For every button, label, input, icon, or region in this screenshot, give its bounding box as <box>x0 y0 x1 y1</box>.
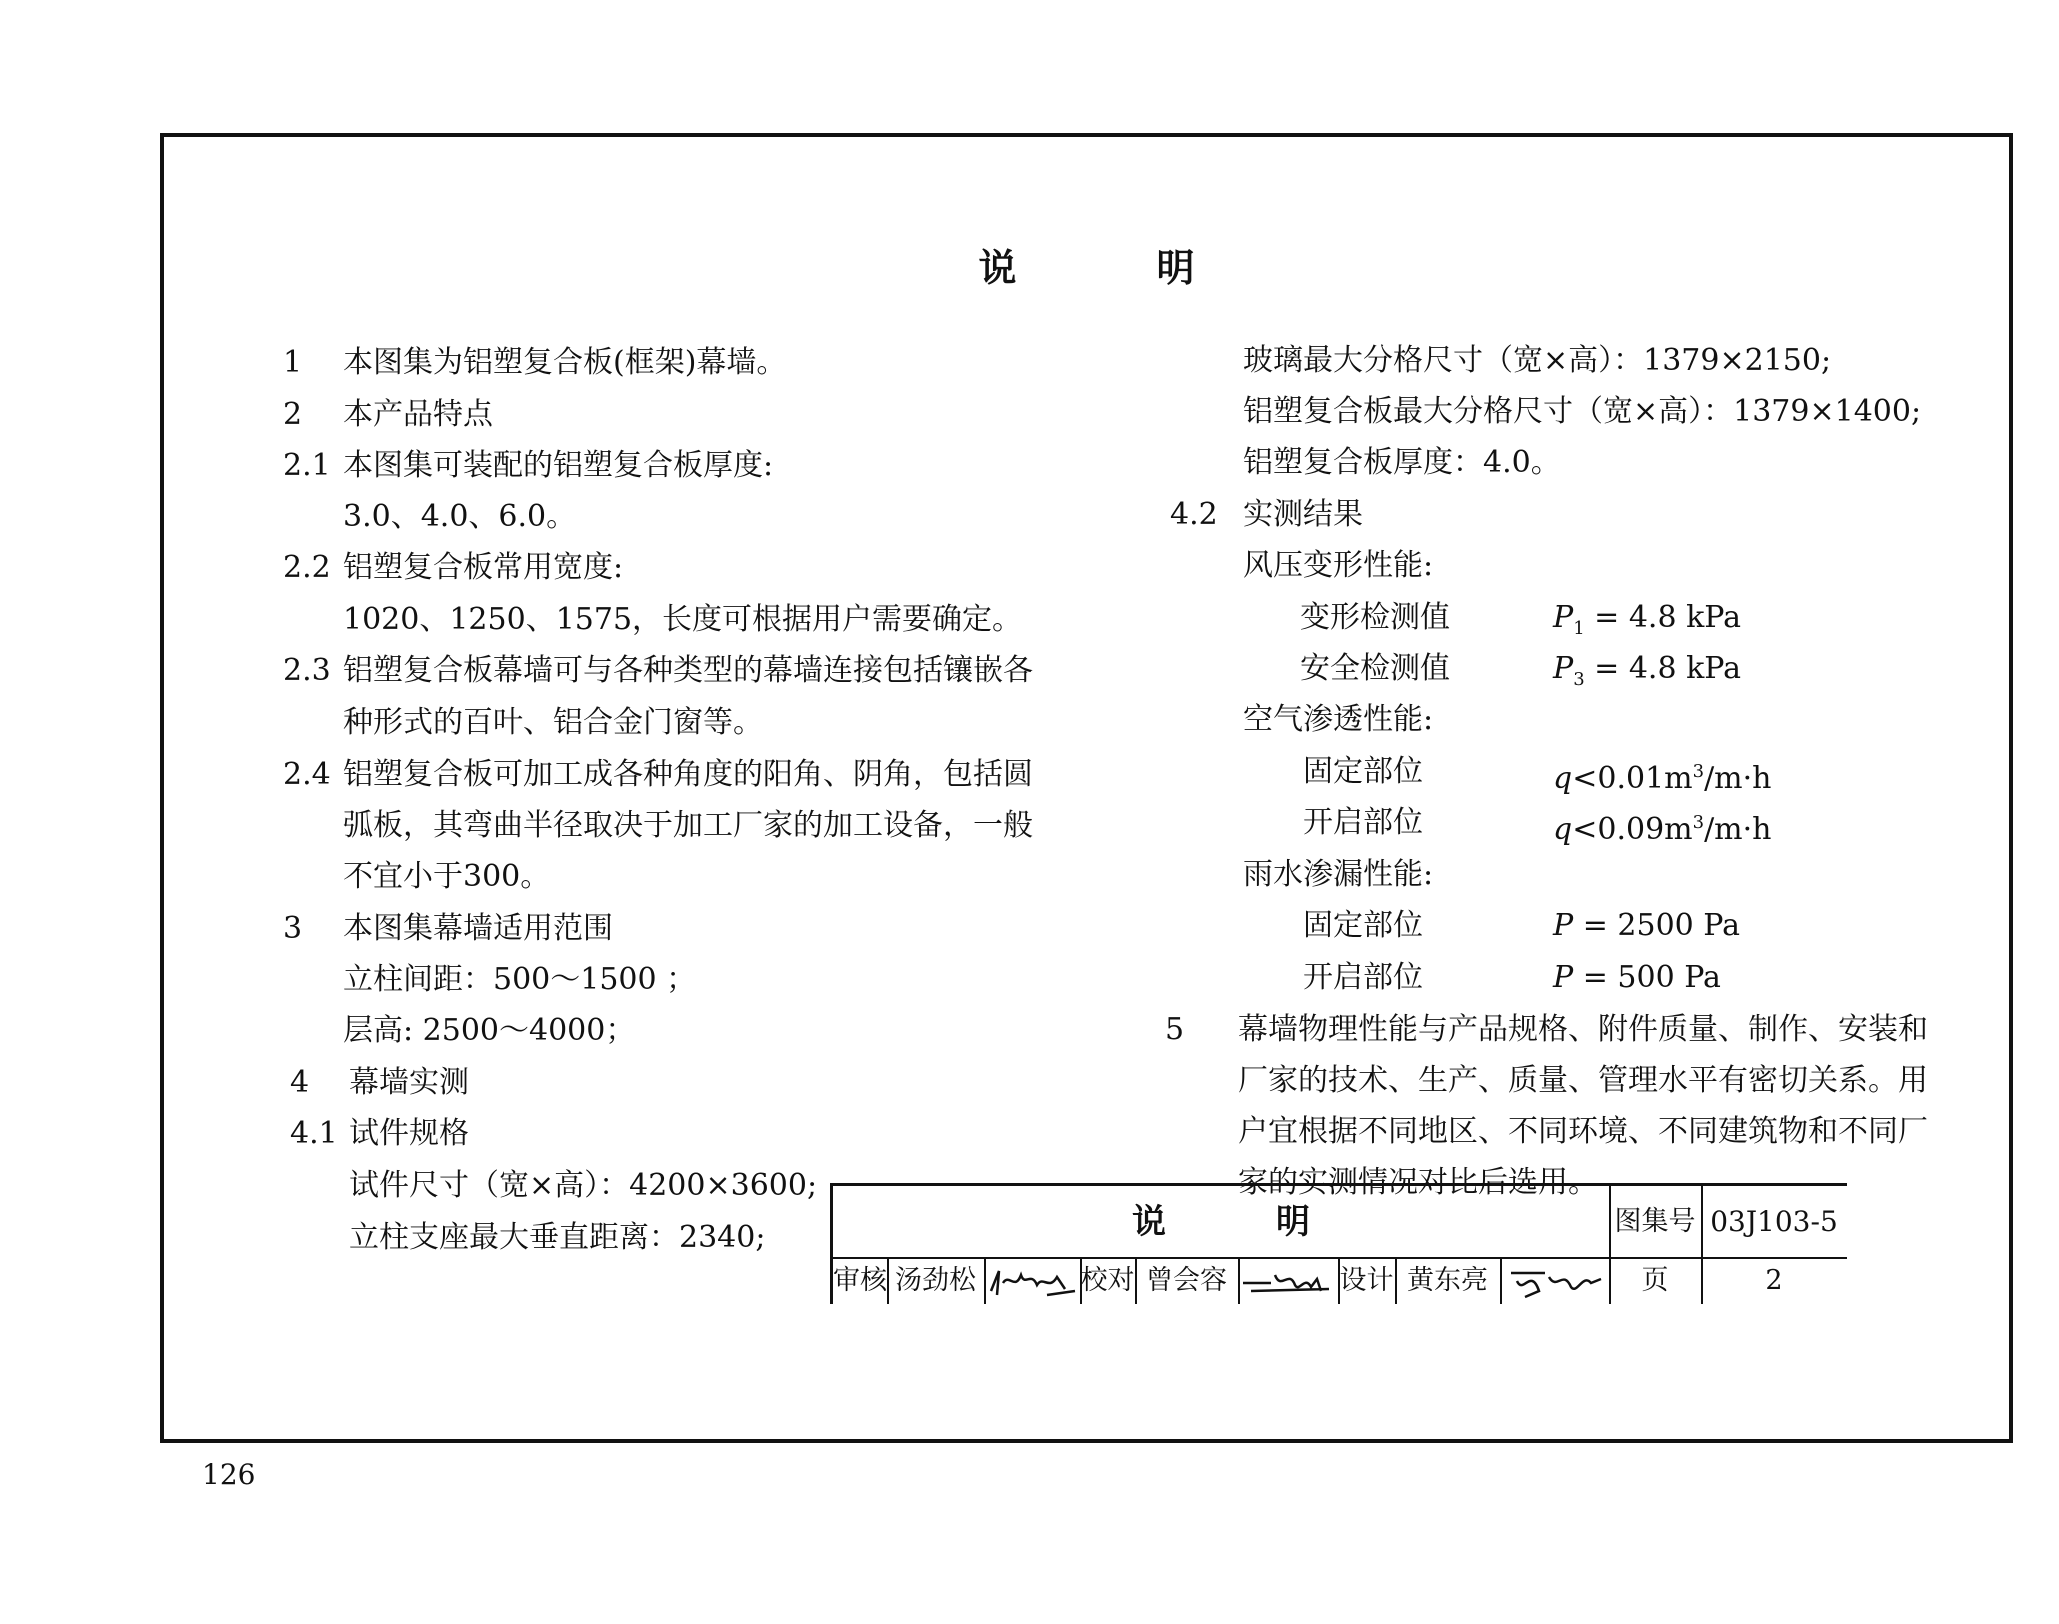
designer-name: 黄东亮 <box>1407 1265 1488 1296</box>
item-number: 5 <box>1165 1012 1185 1047</box>
section-title: 实测结果 <box>1243 497 1363 532</box>
item-number: 2.4 <box>283 757 331 792</box>
left-line: 铝塑复合板幕墙可与各种类型的幕墙连接包括镶嵌各 <box>343 653 1033 688</box>
wind-value: $P_1 = 4.8$ kPa <box>1553 600 1741 639</box>
left-line: 本图集为铝塑复合板(框架)幕墙。 <box>343 345 787 380</box>
reviewer-name: 汤劲松 <box>895 1265 976 1296</box>
signature-icon <box>1505 1261 1605 1301</box>
right-line: 铝塑复合板厚度：4.0。 <box>1243 445 1561 480</box>
atlas-number: 03J103-5 <box>1710 1204 1838 1238</box>
left-line: 1020、1250、1575，长度可根据用户需要确定。 <box>343 602 1023 637</box>
title-block <box>830 1183 1847 1304</box>
item-number: 2.2 <box>283 550 331 585</box>
designer-signature <box>1500 1257 1609 1304</box>
left-line: 层高: 2500～4000； <box>343 1013 636 1048</box>
air-label: 固定部位 <box>1303 754 1423 789</box>
left-line: 本产品特点 <box>343 397 493 432</box>
air-label: 开启部位 <box>1303 805 1423 840</box>
left-line: 试件尺寸（宽×高）：4200×3600; <box>349 1168 818 1203</box>
left-line: 试件规格 <box>349 1116 469 1151</box>
rain-label: 开启部位 <box>1303 960 1423 995</box>
left-line: 立柱间距：500～1500 ； <box>343 962 697 997</box>
air-value: $q<0.01m^3/m\cdot h$ <box>1553 761 1772 796</box>
signature-icon <box>1241 1261 1335 1301</box>
right-line: 铝塑复合板最大分格尺寸（宽×高）：1379×1400; <box>1243 394 1922 429</box>
check-label: 校对 <box>1080 1265 1135 1296</box>
wind-label: 安全检测值 <box>1300 651 1450 686</box>
rain-label: 固定部位 <box>1303 908 1423 943</box>
checker-signature <box>1238 1257 1338 1304</box>
sheet-page-number: 126 <box>202 1458 256 1491</box>
review-label: 审核 <box>833 1265 887 1296</box>
left-line: 铝塑复合板可加工成各种角度的阳角、阴角，包括圆 <box>343 757 1033 792</box>
left-line: 立柱支座最大垂直距离：2340; <box>349 1220 766 1255</box>
item-number: 2 <box>283 397 303 432</box>
right-line: 玻璃最大分格尺寸（宽×高）：1379×2150; <box>1243 343 1832 378</box>
section-number: 4.2 <box>1170 497 1218 532</box>
checker-name: 曾会容 <box>1146 1265 1227 1296</box>
left-line: 铝塑复合板常用宽度: <box>343 550 624 585</box>
item-number: 4 <box>290 1065 310 1100</box>
page-number-cell: 2 <box>1765 1265 1783 1296</box>
design-label: 设计 <box>1339 1265 1394 1296</box>
item-number: 3 <box>283 911 303 946</box>
wind-label: 变形检测值 <box>1300 600 1450 635</box>
rain-title: 雨水渗漏性能: <box>1243 857 1434 892</box>
item5-line: 厂家的技术、生产、质量、管理水平有密切关系。用 <box>1238 1063 1928 1098</box>
item5-line: 户宜根据不同地区、不同环境、不同建筑物和不同厂 <box>1238 1114 1928 1149</box>
signature-icon <box>987 1261 1077 1301</box>
item-number: 1 <box>283 345 303 380</box>
left-line: 幕墙实测 <box>349 1065 469 1100</box>
wind-title: 风压变形性能: <box>1243 548 1434 583</box>
rain-value: P = 2500 Pa <box>1553 908 1741 943</box>
rain-value: P = 500 Pa <box>1553 960 1721 995</box>
left-line: 种形式的百叶、铝合金门窗等。 <box>343 705 763 740</box>
page-label: 页 <box>1641 1265 1669 1296</box>
item5-line: 家的实测情况对比后选用。 <box>1238 1165 1598 1200</box>
atlas-label: 图集号 <box>1614 1206 1696 1237</box>
air-title: 空气渗透性能: <box>1243 702 1434 737</box>
item5-line: 幕墙物理性能与产品规格、附件质量、制作、安装和 <box>1238 1012 1928 1047</box>
item-number: 2.3 <box>283 653 331 688</box>
left-line: 本图集可装配的铝塑复合板厚度: <box>343 448 774 483</box>
left-line: 弧板，其弯曲半径取决于加工厂家的加工设备，一般 <box>343 808 1033 843</box>
item-number: 2.1 <box>283 448 331 483</box>
left-line: 本图集幕墙适用范围 <box>343 911 613 946</box>
reviewer-signature <box>984 1257 1080 1304</box>
air-value: $q<0.09m^3/m\cdot h$ <box>1553 812 1772 847</box>
left-line: 不宜小于300。 <box>343 859 551 894</box>
title-block-title: 说明 <box>1132 1201 1420 1242</box>
wind-value: $P_3 = 4.8$ kPa <box>1553 651 1741 690</box>
left-line: 3.0、4.0、6.0。 <box>343 499 577 534</box>
page-title: 说明 <box>978 245 1335 290</box>
item-number: 4.1 <box>290 1116 338 1151</box>
